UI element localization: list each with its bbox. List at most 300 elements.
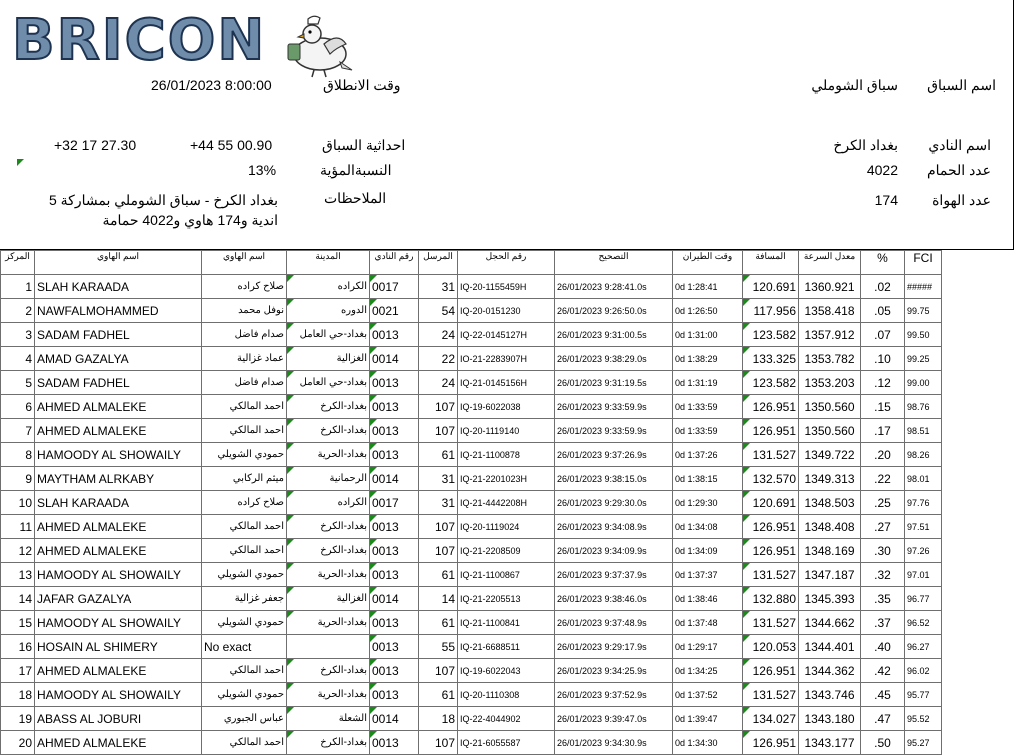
- cell-fancier-name-ar: احمد المالكي: [202, 731, 287, 755]
- percent-value: 13%: [248, 162, 277, 178]
- cell-flight-time: 0d 1:38:29: [673, 347, 743, 371]
- table-row: [1, 443, 942, 467]
- cell-ring-number: IQ-21-2201023H: [458, 467, 555, 491]
- cell-rank: 20: [1, 731, 35, 755]
- cell-flight-time: 0d 1:37:52: [673, 683, 743, 707]
- cell-fci: 97.01: [905, 563, 942, 587]
- cell-rank: 11: [1, 515, 35, 539]
- table-row: [1, 467, 942, 491]
- cell-flight-time: 0d 1:34:09: [673, 539, 743, 563]
- cell-fancier-name-ar: No exact: [202, 635, 287, 659]
- cell-sent: 61: [419, 611, 458, 635]
- cell-fancier-name-ar: احمد المالكي: [202, 515, 287, 539]
- cell-fci: 96.77: [905, 587, 942, 611]
- cell-speed: 1358.418: [799, 299, 861, 323]
- cell-fancier-name-en: AHMED ALMALEKE: [35, 659, 202, 683]
- table-row: [1, 587, 942, 611]
- cell-corrected-time: 26/01/2023 9:31:00.5s: [555, 323, 673, 347]
- cell-city: الغزالية: [287, 587, 370, 611]
- cell-corrected-time: 26/01/2023 9:29:17.9s: [555, 635, 673, 659]
- cell-fci: 99.75: [905, 299, 942, 323]
- cell-club-number: 0017: [370, 275, 419, 299]
- cell-rank: 7: [1, 419, 35, 443]
- cell-club-number: 0017: [370, 491, 419, 515]
- cell-percent: .27: [861, 515, 905, 539]
- cell-club-number: 0014: [370, 707, 419, 731]
- cell-distance: 134.027: [743, 707, 799, 731]
- cell-percent: .50: [861, 731, 905, 755]
- table-row: [1, 299, 942, 323]
- cell-flight-time: 0d 1:33:59: [673, 419, 743, 443]
- cell-rank: 8: [1, 443, 35, 467]
- cell-ring-number: IQ-21-1100878: [458, 443, 555, 467]
- cell-fci: 99.00: [905, 371, 942, 395]
- cell-city: بغداد-الكرخ: [287, 419, 370, 443]
- cell-city: بغداد-الكرخ: [287, 539, 370, 563]
- start-time-label: وقت الانطلاق: [323, 77, 401, 93]
- col-rank: المركز: [1, 251, 35, 275]
- table-row: [1, 371, 942, 395]
- cell-rank: 9: [1, 467, 35, 491]
- percent-label: النسبةالمؤية: [320, 162, 392, 178]
- cell-corrected-time: 26/01/2023 9:31:19.5s: [555, 371, 673, 395]
- cell-ring-number: IQ-21-0145156H: [458, 371, 555, 395]
- cell-fancier-name-en: HAMOODY AL SHOWAILY: [35, 563, 202, 587]
- cell-ring-number: IQ-21-1100867: [458, 563, 555, 587]
- cell-percent: .45: [861, 683, 905, 707]
- cell-fci: 95.52: [905, 707, 942, 731]
- cell-sent: 61: [419, 563, 458, 587]
- cell-city: بغداد-حي العامل: [287, 371, 370, 395]
- table-row: [1, 635, 942, 659]
- cell-percent: .32: [861, 563, 905, 587]
- cell-fancier-name-en: NAWFALMOHAMMED: [35, 299, 202, 323]
- cell-distance: 120.691: [743, 275, 799, 299]
- cell-fci: 98.51: [905, 419, 942, 443]
- cell-fancier-name-en: HAMOODY AL SHOWAILY: [35, 443, 202, 467]
- cell-city: الشعلة: [287, 707, 370, 731]
- cell-ring-number: IQ-19-6022038: [458, 395, 555, 419]
- cell-percent: .22: [861, 467, 905, 491]
- cell-sent: 54: [419, 299, 458, 323]
- cell-fci: 95.27: [905, 731, 942, 755]
- club-label: اسم النادي: [928, 137, 991, 153]
- race-name-label: اسم السباق: [927, 77, 996, 93]
- cell-fancier-name-ar: حمودي الشويلي: [202, 563, 287, 587]
- cell-speed: 1353.203: [799, 371, 861, 395]
- cell-corrected-time: 26/01/2023 9:39:47.0s: [555, 707, 673, 731]
- cell-corrected-time: 26/01/2023 9:34:30.9s: [555, 731, 673, 755]
- cell-distance: 120.053: [743, 635, 799, 659]
- cell-speed: 1357.912: [799, 323, 861, 347]
- cell-city: الغزالية: [287, 347, 370, 371]
- cell-percent: .12: [861, 371, 905, 395]
- cell-sent: 107: [419, 659, 458, 683]
- cell-corrected-time: 26/01/2023 9:38:29.0s: [555, 347, 673, 371]
- cell-fancier-name-ar: احمد المالكي: [202, 659, 287, 683]
- cell-club-number: 0013: [370, 611, 419, 635]
- table-row: [1, 395, 942, 419]
- cell-city: الدوره: [287, 299, 370, 323]
- cell-city: بغداد-الكرخ: [287, 659, 370, 683]
- cell-sent: 31: [419, 467, 458, 491]
- table-row: [1, 659, 942, 683]
- cell-speed: 1348.169: [799, 539, 861, 563]
- cell-fci: 97.51: [905, 515, 942, 539]
- cell-fci: 99.25: [905, 347, 942, 371]
- cell-rank: 17: [1, 659, 35, 683]
- cell-speed: 1344.362: [799, 659, 861, 683]
- cell-fancier-name-en: ABASS AL JOBURI: [35, 707, 202, 731]
- cell-fancier-name-ar: ميثم الركابي: [202, 467, 287, 491]
- cell-distance: 123.582: [743, 371, 799, 395]
- cell-percent: .20: [861, 443, 905, 467]
- cell-city: بغداد-الكرخ: [287, 731, 370, 755]
- table-header-row: [1, 251, 942, 275]
- cell-distance: 126.951: [743, 539, 799, 563]
- cell-distance: 126.951: [743, 419, 799, 443]
- cell-speed: 1343.180: [799, 707, 861, 731]
- cell-speed: 1344.401: [799, 635, 861, 659]
- cell-ring-number: IO-21-2283907H: [458, 347, 555, 371]
- cell-city: الرحمانية: [287, 467, 370, 491]
- cell-club-number: 0021: [370, 299, 419, 323]
- cell-distance: 123.582: [743, 323, 799, 347]
- table-row: [1, 491, 942, 515]
- table-row: [1, 539, 942, 563]
- cell-speed: 1353.782: [799, 347, 861, 371]
- cell-fancier-name-ar: عباس الجبوري: [202, 707, 287, 731]
- cell-distance: 133.325: [743, 347, 799, 371]
- cell-speed: 1344.662: [799, 611, 861, 635]
- cell-club-number: 0014: [370, 467, 419, 491]
- cell-club-number: 0013: [370, 683, 419, 707]
- cell-corrected-time: 26/01/2023 9:33:59.9s: [555, 419, 673, 443]
- cell-flight-time: 0d 1:38:46: [673, 587, 743, 611]
- cell-sent: 31: [419, 275, 458, 299]
- cell-ring-number: IQ-22-4044902: [458, 707, 555, 731]
- cell-fancier-name-en: HOSAIN AL SHIMERY: [35, 635, 202, 659]
- cell-sent: 18: [419, 707, 458, 731]
- cell-speed: 1345.393: [799, 587, 861, 611]
- cell-rank: 2: [1, 299, 35, 323]
- cell-fancier-name-en: SADAM FADHEL: [35, 323, 202, 347]
- cell-percent: .15: [861, 395, 905, 419]
- col-fancier-name-en: اسم الهاوي: [35, 251, 202, 275]
- cell-flight-time: 0d 1:34:25: [673, 659, 743, 683]
- cell-speed: 1350.560: [799, 395, 861, 419]
- cell-ring-number: IQ-20-1119024: [458, 515, 555, 539]
- cell-city: بغداد-الحرية: [287, 683, 370, 707]
- col-city: المدينة: [287, 251, 370, 275]
- cell-distance: 131.527: [743, 683, 799, 707]
- pigeons-count-label: عدد الحمام: [926, 162, 991, 178]
- cell-sent: 61: [419, 443, 458, 467]
- cell-ring-number: IQ-21-2205513: [458, 587, 555, 611]
- cell-fancier-name-ar: صدام فاضل: [202, 371, 287, 395]
- cell-rank: 4: [1, 347, 35, 371]
- cell-distance: 131.527: [743, 443, 799, 467]
- cell-rank: 3: [1, 323, 35, 347]
- table-row: [1, 419, 942, 443]
- col-corrected-time: التصحيح: [555, 251, 673, 275]
- cell-fancier-name-en: MAYTHAM ALRKABY: [35, 467, 202, 491]
- cell-ring-number: IQ-21-6688511: [458, 635, 555, 659]
- cell-fancier-name-en: SLAH KARAADA: [35, 275, 202, 299]
- table-row: [1, 731, 942, 755]
- cell-fancier-name-ar: احمد المالكي: [202, 539, 287, 563]
- cell-rank: 1: [1, 275, 35, 299]
- table-row: [1, 563, 942, 587]
- cell-percent: .37: [861, 611, 905, 635]
- cell-flight-time: 0d 1:37:26: [673, 443, 743, 467]
- green-marker: [17, 159, 24, 166]
- fanciers-count-label: عدد الهواة: [932, 192, 991, 208]
- col-club-number: رقم النادي: [370, 251, 419, 275]
- cell-sent: 14: [419, 587, 458, 611]
- col-ring-number: رقم الحجل: [458, 251, 555, 275]
- cell-corrected-time: 26/01/2023 9:29:30.0s: [555, 491, 673, 515]
- cell-ring-number: IQ-22-0145127H: [458, 323, 555, 347]
- cell-city: بغداد-الحرية: [287, 563, 370, 587]
- race-name-value: سباق الشوملي: [811, 77, 898, 93]
- cell-rank: 15: [1, 611, 35, 635]
- cell-flight-time: 0d 1:29:17: [673, 635, 743, 659]
- cell-club-number: 0013: [370, 539, 419, 563]
- cell-speed: 1343.177: [799, 731, 861, 755]
- col-flight-time: وقت الطيران: [673, 251, 743, 275]
- cell-fancier-name-en: JAFAR GAZALYA: [35, 587, 202, 611]
- cell-fancier-name-ar: نوفل محمد: [202, 299, 287, 323]
- cell-sent: 24: [419, 323, 458, 347]
- cell-fancier-name-en: AHMED ALMALEKE: [35, 539, 202, 563]
- cell-sent: 61: [419, 683, 458, 707]
- cell-club-number: 0013: [370, 395, 419, 419]
- cell-sent: 107: [419, 539, 458, 563]
- cell-club-number: 0013: [370, 731, 419, 755]
- cell-club-number: 0013: [370, 371, 419, 395]
- cell-sent: 107: [419, 515, 458, 539]
- cell-club-number: 0013: [370, 563, 419, 587]
- cell-corrected-time: 26/01/2023 9:33:59.9s: [555, 395, 673, 419]
- cell-percent: .40: [861, 635, 905, 659]
- cell-rank: 16: [1, 635, 35, 659]
- cell-club-number: 0013: [370, 635, 419, 659]
- cell-percent: .02: [861, 275, 905, 299]
- cell-flight-time: 0d 1:37:48: [673, 611, 743, 635]
- cell-corrected-time: 26/01/2023 9:37:37.9s: [555, 563, 673, 587]
- cell-fci: 96.52: [905, 611, 942, 635]
- cell-fci: 99.50: [905, 323, 942, 347]
- cell-city: الكراده: [287, 491, 370, 515]
- cell-city: الكراده: [287, 275, 370, 299]
- cell-flight-time: 0d 1:34:08: [673, 515, 743, 539]
- cell-ring-number: IQ-21-2208509: [458, 539, 555, 563]
- cell-ring-number: IQ-20-1119140: [458, 419, 555, 443]
- col-distance: المسافة: [743, 251, 799, 275]
- cell-sent: 24: [419, 371, 458, 395]
- fanciers-count-value: 174: [874, 192, 898, 208]
- cell-fancier-name-ar: جعفر غزالية: [202, 587, 287, 611]
- cell-fancier-name-en: HAMOODY AL SHOWAILY: [35, 683, 202, 707]
- cell-fancier-name-en: AHMED ALMALEKE: [35, 395, 202, 419]
- cell-distance: 131.527: [743, 563, 799, 587]
- bricon-logo: [12, 10, 342, 72]
- cell-rank: 19: [1, 707, 35, 731]
- col-speed: معدل السرعة: [799, 251, 861, 275]
- cell-speed: 1350.560: [799, 419, 861, 443]
- cell-corrected-time: 26/01/2023 9:34:08.9s: [555, 515, 673, 539]
- cell-city: بغداد-الحرية: [287, 443, 370, 467]
- cell-fancier-name-ar: صدام فاضل: [202, 323, 287, 347]
- cell-ring-number: IQ-21-6055587: [458, 731, 555, 755]
- club-value: بغداد الكرخ: [833, 137, 898, 153]
- cell-speed: 1349.313: [799, 467, 861, 491]
- cell-percent: .05: [861, 299, 905, 323]
- col-sent: المرسل: [419, 251, 458, 275]
- cell-rank: 13: [1, 563, 35, 587]
- table-row: [1, 683, 942, 707]
- pigeon-icon: [274, 14, 354, 78]
- cell-city: بغداد-الكرخ: [287, 395, 370, 419]
- cell-fci: 97.26: [905, 539, 942, 563]
- cell-fancier-name-ar: حمودي الشويلي: [202, 611, 287, 635]
- cell-flight-time: 0d 1:34:30: [673, 731, 743, 755]
- cell-club-number: 0013: [370, 443, 419, 467]
- cell-corrected-time: 26/01/2023 9:34:25.9s: [555, 659, 673, 683]
- cell-sent: 22: [419, 347, 458, 371]
- cell-distance: 117.956: [743, 299, 799, 323]
- notes-label: الملاحظات: [324, 190, 387, 206]
- cell-flight-time: 0d 1:37:37: [673, 563, 743, 587]
- cell-fci: #####: [905, 275, 942, 299]
- pigeons-count-value: 4022: [866, 162, 898, 178]
- cell-club-number: 0014: [370, 587, 419, 611]
- table-row: [1, 275, 942, 299]
- cell-flight-time: 0d 1:39:47: [673, 707, 743, 731]
- cell-sent: 55: [419, 635, 458, 659]
- cell-fancier-name-ar: عماد غزالية: [202, 347, 287, 371]
- cell-distance: 120.691: [743, 491, 799, 515]
- cell-fancier-name-en: AMAD GAZALYA: [35, 347, 202, 371]
- cell-sent: 107: [419, 395, 458, 419]
- cell-flight-time: 0d 1:38:15: [673, 467, 743, 491]
- cell-club-number: 0013: [370, 515, 419, 539]
- cell-rank: 12: [1, 539, 35, 563]
- cell-percent: .42: [861, 659, 905, 683]
- cell-distance: 132.880: [743, 587, 799, 611]
- cell-fci: 98.26: [905, 443, 942, 467]
- cell-flight-time: 0d 1:28:41: [673, 275, 743, 299]
- cell-fancier-name-en: AHMED ALMALEKE: [35, 419, 202, 443]
- coord-east: +32 17 27.30: [54, 137, 137, 153]
- cell-speed: 1360.921: [799, 275, 861, 299]
- table-row: [1, 323, 942, 347]
- cell-distance: 126.951: [743, 515, 799, 539]
- col-fci: FCI: [905, 251, 942, 275]
- cell-percent: .25: [861, 491, 905, 515]
- cell-fancier-name-ar: حمودي الشويلي: [202, 683, 287, 707]
- cell-corrected-time: 26/01/2023 9:38:15.0s: [555, 467, 673, 491]
- cell-fancier-name-ar: صلاح كراده: [202, 491, 287, 515]
- cell-corrected-time: 26/01/2023 9:38:46.0s: [555, 587, 673, 611]
- cell-fci: 95.77: [905, 683, 942, 707]
- col-fancier-name-ar: اسم الهاوي: [202, 251, 287, 275]
- cell-fancier-name-en: AHMED ALMALEKE: [35, 731, 202, 755]
- cell-distance: 126.951: [743, 731, 799, 755]
- cell-sent: 31: [419, 491, 458, 515]
- cell-fancier-name-ar: احمد المالكي: [202, 395, 287, 419]
- cell-rank: 14: [1, 587, 35, 611]
- cell-sent: 107: [419, 731, 458, 755]
- cell-speed: 1343.746: [799, 683, 861, 707]
- notes-value: بغداد الكرخ - سباق الشوملي بمشاركة 5 اندية و174 هاوي و4022 حمامة: [48, 192, 278, 228]
- cell-city: بغداد-الكرخ: [287, 515, 370, 539]
- cell-ring-number: IQ-20-0151230: [458, 299, 555, 323]
- cell-corrected-time: 26/01/2023 9:34:09.9s: [555, 539, 673, 563]
- cell-rank: 18: [1, 683, 35, 707]
- table-row: [1, 515, 942, 539]
- start-time-value: 26/01/2023 8:00:00: [151, 77, 272, 93]
- cell-percent: .17: [861, 419, 905, 443]
- cell-fci: 98.76: [905, 395, 942, 419]
- cell-rank: 5: [1, 371, 35, 395]
- cell-corrected-time: 26/01/2023 9:28:41.0s: [555, 275, 673, 299]
- cell-club-number: 0013: [370, 419, 419, 443]
- cell-flight-time: 0d 1:33:59: [673, 395, 743, 419]
- cell-club-number: 0013: [370, 659, 419, 683]
- cell-speed: 1348.503: [799, 491, 861, 515]
- cell-corrected-time: 26/01/2023 9:37:52.9s: [555, 683, 673, 707]
- cell-distance: 126.951: [743, 395, 799, 419]
- cell-corrected-time: 26/01/2023 9:37:48.9s: [555, 611, 673, 635]
- cell-fci: 96.27: [905, 635, 942, 659]
- cell-percent: .35: [861, 587, 905, 611]
- cell-distance: 131.527: [743, 611, 799, 635]
- cell-flight-time: 0d 1:26:50: [673, 299, 743, 323]
- cell-ring-number: IQ-21-4442208H: [458, 491, 555, 515]
- cell-speed: 1348.408: [799, 515, 861, 539]
- cell-club-number: 0014: [370, 347, 419, 371]
- cell-flight-time: 0d 1:29:30: [673, 491, 743, 515]
- cell-fci: 96.02: [905, 659, 942, 683]
- cell-sent: 107: [419, 419, 458, 443]
- cell-ring-number: IQ-19-6022043: [458, 659, 555, 683]
- table-row: [1, 611, 942, 635]
- table-row: [1, 707, 942, 731]
- cell-ring-number: IQ-20-1110308: [458, 683, 555, 707]
- cell-fancier-name-ar: حمودي الشويلي: [202, 443, 287, 467]
- cell-fancier-name-en: SADAM FADHEL: [35, 371, 202, 395]
- cell-ring-number: IQ-20-1155459H: [458, 275, 555, 299]
- cell-corrected-time: 26/01/2023 9:26:50.0s: [555, 299, 673, 323]
- cell-distance: 126.951: [743, 659, 799, 683]
- cell-distance: 132.570: [743, 467, 799, 491]
- cell-rank: 10: [1, 491, 35, 515]
- table-row: [1, 347, 942, 371]
- cell-percent: .10: [861, 347, 905, 371]
- cell-percent: .47: [861, 707, 905, 731]
- coords-label: احداثية السباق: [322, 137, 406, 153]
- cell-fancier-name-ar: احمد المالكي: [202, 419, 287, 443]
- cell-flight-time: 0d 1:31:00: [673, 323, 743, 347]
- cell-corrected-time: 26/01/2023 9:37:26.9s: [555, 443, 673, 467]
- cell-club-number: 0013: [370, 323, 419, 347]
- coord-north: +44 55 00.90: [190, 137, 273, 153]
- results-table: [0, 250, 942, 755]
- cell-fci: 98.01: [905, 467, 942, 491]
- cell-speed: 1347.187: [799, 563, 861, 587]
